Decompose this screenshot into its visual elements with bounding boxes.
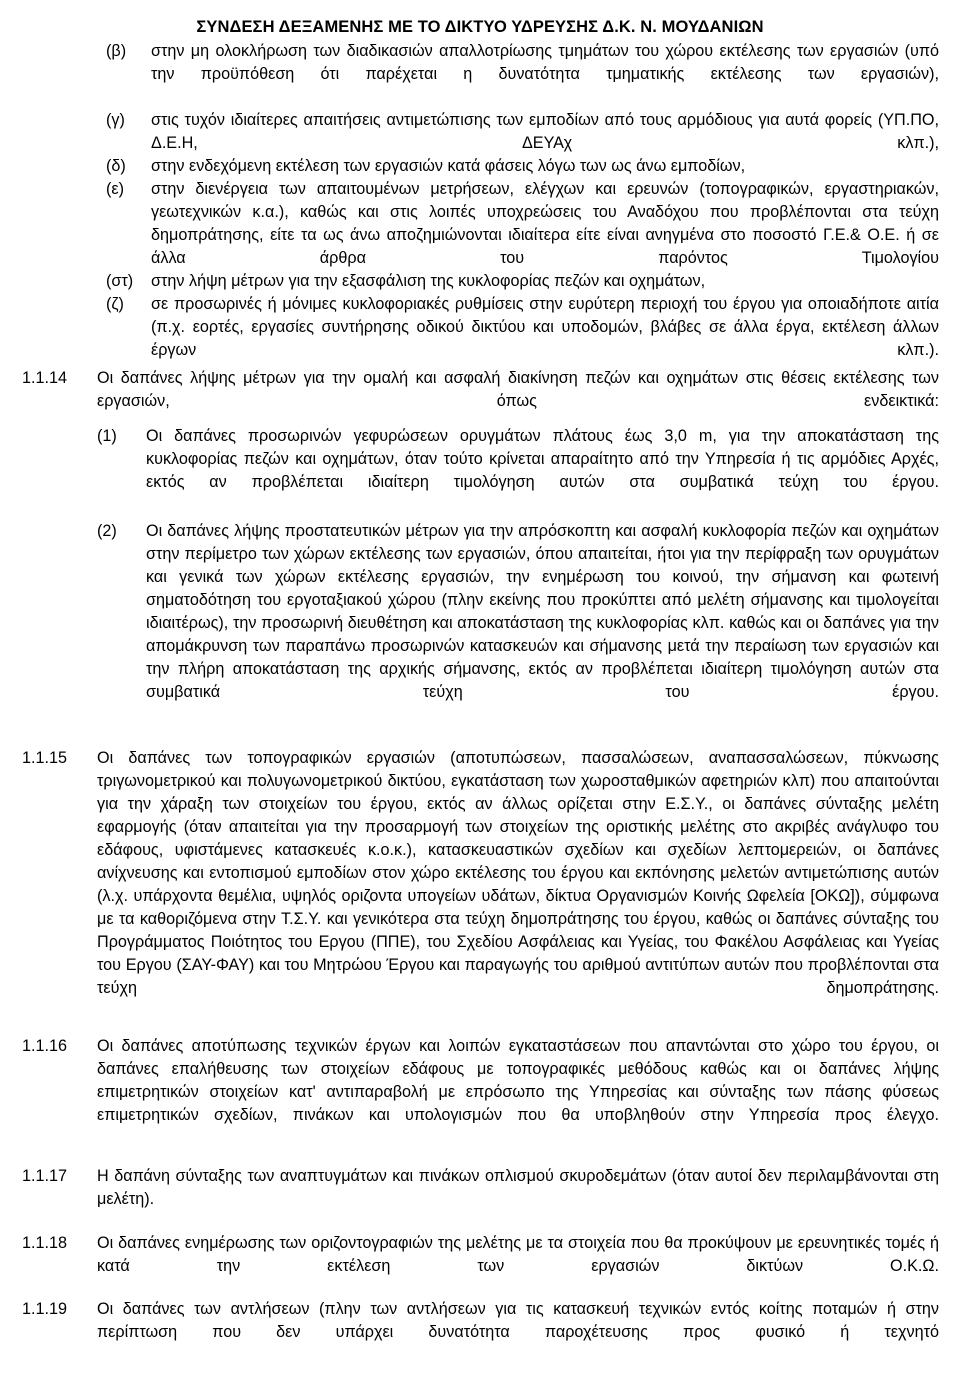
section-text: Οι δαπάνες ενημέρωσης των οριζοντογραφιών της μελέτης με τα στοιχεία που θα προκύψουν με ερευνητικές τομές ή κατά την εκτέλεση των εργασιών δικτύων Ο.Κ.Ω.	[97, 1234, 939, 1275]
subitem-label: (1)	[97, 427, 117, 445]
section-number: 1.1.19	[22, 1300, 68, 1318]
list-item-label: (γ)	[106, 111, 125, 129]
subitem-label: (2)	[97, 522, 117, 540]
subitem-text: Οι δαπάνες προσωρινών γεφυρώσεων ορυγμάτων πλάτους έως 3,0 m, για την αποκατάσταση της κυκλοφορίας πεζών και οχημάτων, όταν τούτο κρίνεται απαραίτητο από την Υπηρεσία ή τις αρμόδιες Αρχές, εκτός αν προβλέπεται ιδιαίτερη τιμολόγηση αυτών στα συμβατικά τεύχη του έργου.	[146, 427, 939, 491]
list-item-label: (β)	[106, 42, 127, 60]
list-item-label: (δ)	[106, 157, 126, 175]
list-item-label: (στ)	[106, 272, 134, 290]
list-item-text: στην ενδεχόμενη εκτέλεση των εργασιών κατά φάσεις λόγω των ως άνω εμποδίων,	[151, 157, 746, 175]
subitem-text: Οι δαπάνες λήψης προστατευτικών μέτρων για την απρόσκοπτη και ασφαλή κυκλοφορία πεζών και οχημάτων στην περίμετρο των χώρων εκτέλεσης των εργασιών, όπου απαιτείται, ήτοι για την περίφραξη των ορυγμάτων και γενικά των χώρων εκτέλεσης εργασιών, την ενημέρωση του κοινού, την σήμανση και φωτεινή σηματοδότηση του εργοταξιακού χώρου (πλην εκείνης που προκύπτει από μελέτη σήμανσης και τιμολογείται ιδιαιτέρως), την προσωρινή διευθέτηση και αποκατάσταση της κυκλοφορίας κλπ. καθώς και οι δαπάνες για την απομάκρυνση των παραπάνω προσωρινών κατασκευών και σήμανσης μετά την περαίωση των εργασιών και την πλήρη αποκατάσταση της αρχικής σήμανσης, εκτός αν προβλέπεται ιδιαίτερη τιμολόγηση αυτών στα συμβατικά τεύχη του έργου.	[146, 522, 939, 701]
section-text: Οι δαπάνες των αντλήσεων (πλην των αντλήσεων για τις κατασκευή τεχνικών εντός κοίτης ποταμών ή στην περίπτωση που δεν υπάρχει δυνατότητα παροχέτευσης προς φυσικό ή τεχνητό	[97, 1300, 939, 1341]
section-text: Οι δαπάνες λήψης μέτρων για την ομαλή και ασφαλή διακίνηση πεζών και οχημάτων στις θέσεις εκτέλεσης των εργασιών, όπως ενδεικτικά:	[97, 369, 939, 410]
section-text: Οι δαπάνες των τοπογραφικών εργασιών (αποτυπώσεων, πασσαλώσεων, αναπασσαλώσεων, πύκνωσης τριγωνομετρικού και πολυγωνομετρικού δικτύου, εγκατάσταση των χωροσταθμικών αφετηριών κλπ) που απαιτούνται για την χάραξη των στοιχείων του έργου, εκτός αν άλλως ορίζεται στην Ε.Σ.Υ., οι δαπάνες σύνταξης μελέτη εφαρμογής (όταν απαιτείται για την προσαρμογή των στοιχείων της οριστικής μελέτης στο ακριβές ανάγλυφο του εδάφους, υφιστάμενες κατασκευές κ.ο.κ.), κατασκευαστικών σχεδίων και σχεδίων λεπτομερειών, οι δαπάνες ανίχνευσης και εντοπισμού εμποδίων στον χώρο εκτέλεσης του έργου και εκπόνησης μελετών αντιμετώπισης αυτών (λ.χ. υπάρχοντα θεμέλια, υψηλός οριζοντα υπογείων υδάτων, δίκτυα Οργανισμών Κοινής Ωφελεία [ΟΚΩ]), σύμφωνα με τα καθοριζόμενα στην Τ.Σ.Υ. και γενικότερα στα τεύχη δημοπράτησης του έργου, καθώς οι δαπάνες σύνταξης του Προγράμματος Ποιότητος του Εργου (ΠΠΕ), του Σχεδίου Ασφάλειας και Υγείας, του Φακέλου Ασφάλειας και Υγείας του Εργου (ΣΑΥ-ΦΑΥ) και του Μητρώου Έργου και παραγωγής του αριθμού αντιτύπων αυτών που προβλέπονται στα τεύχη δημοπράτησης.	[97, 749, 939, 997]
list-item-label: (ζ)	[106, 295, 124, 313]
list-item-text: σε προσωρινές ή μόνιμες κυκλοφοριακές ρυθμίσεις στην ευρύτερη περιοχή του έργου για οποιαδήποτε αιτία (π.χ. εορτές, εργασίες συντήρησης οδικού δικτύου και υποδομών, βλάβες σε άλλα έργα, εκτέλεση άλλων έργων κλπ.).	[151, 295, 939, 359]
list-item-text: στην διενέργεια των απαιτουμένων μετρήσεων, ελέγχων και ερευνών (τοπογραφικών, εργαστηριακών, γεωτεχνικών κ.α.), καθώς και στις λοιπές υποχρεώσεις του Αναδόχου που προβλέπονται στα τεύχη δημοπράτησης, είτε τα ως άνω αποζημιώνονται ιδιαίτερα είτε είναι ανηγμένα στο ποσοστό Γ.Ε.& Ο.Ε. ή σε άλλα άρθρα του παρόντος Τιμολογίου	[151, 180, 939, 267]
list-item-text: στην λήψη μέτρων για την εξασφάλιση της κυκλοφορίας πεζών και οχημάτων,	[151, 272, 706, 290]
section-number: 1.1.14	[22, 369, 68, 387]
section-number: 1.1.17	[22, 1167, 68, 1185]
section-text: Η δαπάνη σύνταξης των αναπτυγμάτων και πινάκων οπλισμού σκυροδεμάτων (όταν αυτοί δεν περιλαμβάνονται στη μελέτη).	[97, 1167, 939, 1208]
list-item-label: (ε)	[106, 180, 124, 198]
section-number: 1.1.18	[22, 1234, 68, 1252]
list-item-text: στην μη ολοκλήρωση των διαδικασιών απαλλοτρίωσης τμημάτων του χώρου εκτέλεσης των εργασιών (υπό την προϋπόθεση ότι παρέχεται η δυνατότητα τμηματικής εκτέλεσης των εργασιών),	[151, 42, 939, 83]
page-header: ΣΥΝΔΕΣΗ ΔΕΞΑΜΕΝΗΣ ΜΕ ΤΟ ΔΙΚΤΥΟ ΥΔΡΕΥΣΗΣ Δ.Κ. Ν. ΜΟΥΔΑΝΙΩΝ	[196, 18, 764, 36]
section-text: Οι δαπάνες αποτύπωσης τεχνικών έργων και λοιπών εγκαταστάσεων που απαντώνται στο χώρο του έργου, οι δαπάνες επαλήθευσης των στοιχείων εδάφους με τοπογραφικές μεθόδους καθώς και οι δαπάνες λήψης επιμετρητικών στοιχείων κατ' αντιπαραβολή με επρόσωπο της Υπηρεσίας και σύνταξης των πάσης φύσεως επιμετρητικών σχεδίων, πινάκων και υπολογισμών που θα υποβληθούν στην Υπηρεσία προς έλεγχο.	[97, 1037, 939, 1124]
section-number: 1.1.15	[22, 749, 68, 767]
list-item-text: στις τυχόν ιδιαίτερες απαιτήσεις αντιμετώπισης των εμποδίων από τους αρμόδιους για αυτά φορείς (ΥΠ.ΠΟ, Δ.Ε.Η, ΔΕΥΑχ κλπ.),	[151, 111, 939, 152]
section-number: 1.1.16	[22, 1037, 68, 1055]
